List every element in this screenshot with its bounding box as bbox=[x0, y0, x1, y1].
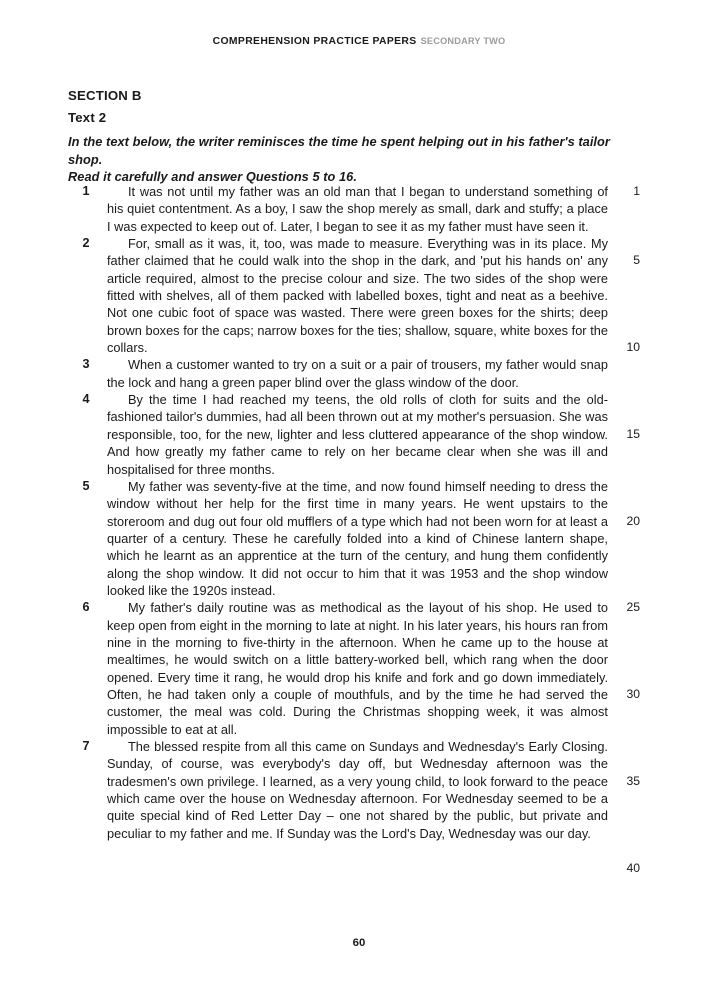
paragraph-number: 2 bbox=[82, 236, 90, 251]
text-heading: Text 2 bbox=[68, 110, 107, 125]
paragraph-text: My father's daily routine was as methodical as the layout of his shop. He used to keep open from eight in the morning to late at night. In his later years, his hours ran from nine in the morning to five-thirty in the afternoon. When he came up to the house at mealtimes, he would switch on a little battery-worked bell, which rang when the door opened. Every time it rang, he would drop his knife and fork and go down immediately. Often, he had taken only a couple of mouthfuls, and by the time he had served the customer, the meal was cold. During the Christmas shopping week, it was almost impossible to eat at all. bbox=[107, 600, 608, 737]
passage-paragraph bbox=[68, 235, 648, 356]
passage-paragraph bbox=[68, 356, 648, 391]
paragraph-text: By the time I had reached my teens, the old rolls of cloth for suits and the old-fashioned tailor's dummies, had all been thrown out at my mother's persuasion. She was responsible, too, for the new, lighter and less cluttered appearance of the shop window. And how greatly my father came to rely on her became clear when she was ill and hospitalised for three months. bbox=[107, 392, 608, 477]
paragraph-text: When a customer wanted to try on a suit or a pair of trousers, my father would snap the lock and hang a green paper blind over the glass window of the door. bbox=[107, 357, 608, 390]
running-head-subtitle: SECONDARY TWO bbox=[420, 36, 506, 46]
running-head-title: COMPREHENSION PRACTICE PAPERS bbox=[212, 36, 417, 47]
running-head bbox=[0, 31, 718, 49]
line-number: 30 bbox=[626, 687, 640, 701]
passage-paragraph bbox=[68, 391, 648, 478]
passage-paragraph bbox=[68, 478, 648, 599]
passage-paragraph bbox=[68, 738, 648, 842]
rubric-instructions bbox=[68, 133, 628, 186]
paragraph-number: 3 bbox=[82, 357, 90, 372]
paragraph-text: The blessed respite from all this came on Sundays and Wednesday's Early Closing. Sunday, of course, was everybody's day off, but Wednesday afternoon was the tradesmen's own privilege. I learned, as a very young child, to look forward to the peace which came over the house on Wednesday afternoon. For Wednesday seemed to be a quite special kind of Red Letter Day – one not shared by the public, but private and peculiar to my father and me. If Sunday was the Lord's Day, Wednesday was our day. bbox=[107, 739, 608, 841]
line-number: 35 bbox=[626, 773, 640, 788]
paragraph-number: 4 bbox=[82, 392, 90, 407]
passage-paragraph bbox=[68, 599, 648, 738]
page-folio: 60 bbox=[352, 937, 366, 949]
rubric-line-2: Read it carefully and answer Questions 5 to 16. bbox=[68, 169, 357, 184]
line-number: 1 bbox=[633, 184, 640, 198]
paragraph-text: My father was seventy-five at the time, and now found himself needing to dress the window without her help for the first time in many years. He went upstairs to the storeroom and dug out four old mufflers of a type which had not been worn for at least a quarter of a century. These he carefully folded into a kind of Chinese lantern shape, which he learnt as an apprentice at the turn of the century, and hung them confidently along the shop window. It did not occur to him that it was 1953 and the shop window looked like the 1920s instead. bbox=[107, 478, 608, 598]
line-number: 20 bbox=[626, 513, 640, 528]
rubric-line-1: In the text below, the writer reminisces the time he spent helping out in his father's tailor shop. bbox=[68, 134, 610, 167]
paragraph-number: 1 bbox=[82, 184, 90, 198]
passage-body bbox=[68, 183, 648, 842]
paragraph-text: For, small as it was, it, too, was made to measure. Everything was in its place. My father claimed that he could walk into the shop in the dark, and 'put his hands on' any article required, almost to the precise colour and size. The two sides of the shop were fitted with shelves, all of them packed with labelled boxes, tight and neat as a beehive. Not one cubic foot of space was wasted. There were green boxes for the shirts; deep brown boxes for the caps; narrow boxes for the ties; shallow, square, white boxes for the collars. bbox=[107, 236, 608, 356]
paragraph-text: It was not until my father was an old man that I began to understand something of his quiet contentment. As a boy, I saw the shop merely as small, dark and stuffy; a place I was expected to keep out of. Later, I began to see it as my father must have seen it. bbox=[107, 184, 608, 234]
section-heading: SECTION B bbox=[68, 88, 142, 103]
paragraph-number: 5 bbox=[82, 478, 90, 493]
line-number: 25 bbox=[626, 600, 640, 615]
passage-paragraph bbox=[68, 183, 648, 235]
line-number: 40 bbox=[626, 860, 640, 875]
paragraph-number: 7 bbox=[82, 739, 90, 753]
line-number: 15 bbox=[626, 426, 640, 441]
paragraph-number: 6 bbox=[82, 600, 90, 615]
line-number: 10 bbox=[626, 340, 640, 355]
line-number: 5 bbox=[633, 253, 640, 268]
